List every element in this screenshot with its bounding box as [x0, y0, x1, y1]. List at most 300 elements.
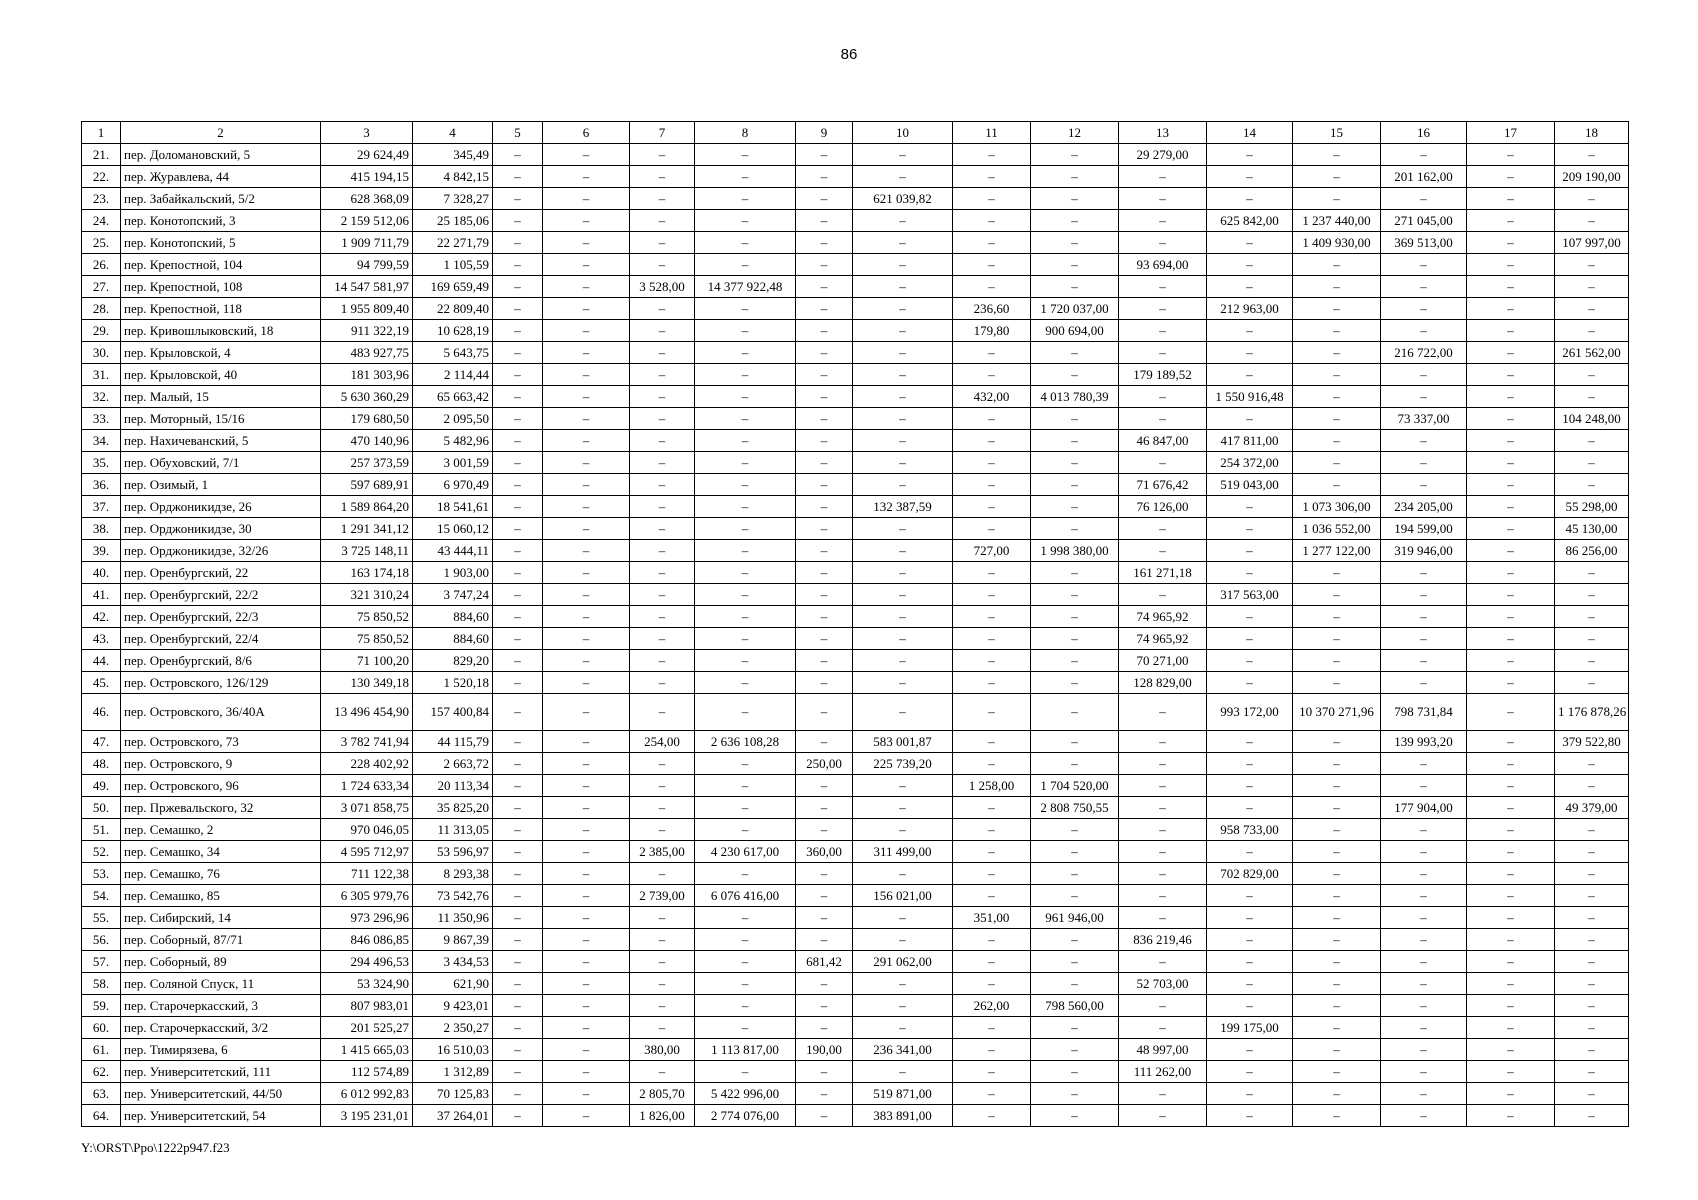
- amount-cell: –: [796, 540, 853, 562]
- amount-cell: 254,00: [630, 731, 695, 753]
- amount-cell: –: [796, 430, 853, 452]
- amount-cell: –: [543, 753, 630, 775]
- amount-cell: –: [796, 254, 853, 276]
- amount-cell: –: [543, 430, 630, 452]
- amount-cell: 236,60: [953, 298, 1031, 320]
- amount-cell: –: [543, 364, 630, 386]
- amount-cell: –: [796, 995, 853, 1017]
- amount-cell: –: [1119, 518, 1207, 540]
- amount-cell: –: [853, 797, 953, 819]
- amount-cell: –: [1293, 1061, 1381, 1083]
- amount-cell: –: [493, 562, 543, 584]
- amount-cell: –: [1555, 430, 1629, 452]
- amount-cell: –: [1293, 628, 1381, 650]
- row-number-cell: 55.: [82, 907, 121, 929]
- amount-cell: –: [796, 929, 853, 951]
- amount-cell: –: [630, 342, 695, 364]
- address-cell: пер. Островского, 9: [121, 753, 321, 775]
- address-cell: пер. Университетский, 111: [121, 1061, 321, 1083]
- amount-cell: –: [1555, 320, 1629, 342]
- table-row: [82, 144, 1629, 166]
- amount-cell: –: [1381, 973, 1467, 995]
- amount-cell: –: [493, 797, 543, 819]
- amount-cell: –: [1293, 386, 1381, 408]
- file-path-footer: Y:\ORST\Ppo\1222p947.f23: [81, 1140, 230, 1155]
- table-row: [82, 562, 1629, 584]
- amount-cell: 71 676,42: [1119, 474, 1207, 496]
- amount-cell: 43 444,11: [413, 540, 493, 562]
- amount-cell: 1 998 380,00: [1031, 540, 1119, 562]
- amount-cell: –: [1467, 496, 1555, 518]
- amount-cell: –: [695, 775, 796, 797]
- amount-cell: –: [543, 951, 630, 973]
- row-number-cell: 30.: [82, 342, 121, 364]
- amount-cell: 75 850,52: [321, 606, 413, 628]
- amount-cell: –: [1467, 753, 1555, 775]
- row-number-cell: 57.: [82, 951, 121, 973]
- table-row: [82, 753, 1629, 775]
- amount-cell: –: [630, 188, 695, 210]
- amount-cell: –: [1207, 342, 1293, 364]
- amount-cell: 94 799,59: [321, 254, 413, 276]
- amount-cell: 18 541,61: [413, 496, 493, 518]
- amount-cell: –: [543, 929, 630, 951]
- amount-cell: –: [493, 650, 543, 672]
- amount-cell: –: [695, 951, 796, 973]
- amount-cell: 317 563,00: [1207, 584, 1293, 606]
- address-cell: пер. Семашко, 85: [121, 885, 321, 907]
- amount-cell: –: [1293, 166, 1381, 188]
- amount-cell: 3 071 858,75: [321, 797, 413, 819]
- table-row: [82, 606, 1629, 628]
- amount-cell: –: [630, 951, 695, 973]
- amount-cell: 163 174,18: [321, 562, 413, 584]
- table-header-row: [82, 122, 1629, 144]
- amount-cell: 1 176 878,26: [1555, 694, 1629, 731]
- row-number-cell: 39.: [82, 540, 121, 562]
- address-cell: пер. Семашко, 34: [121, 841, 321, 863]
- amount-cell: –: [1555, 1039, 1629, 1061]
- amount-cell: –: [695, 452, 796, 474]
- amount-cell: –: [1381, 320, 1467, 342]
- amount-cell: –: [1119, 232, 1207, 254]
- amount-cell: –: [1467, 320, 1555, 342]
- amount-cell: –: [1381, 819, 1467, 841]
- amount-cell: 8 293,38: [413, 863, 493, 885]
- address-cell: пер. Крыловской, 40: [121, 364, 321, 386]
- amount-cell: –: [493, 863, 543, 885]
- amount-cell: –: [1381, 1039, 1467, 1061]
- amount-cell: –: [630, 973, 695, 995]
- amount-cell: –: [630, 929, 695, 951]
- amount-cell: –: [493, 452, 543, 474]
- amount-cell: –: [1293, 907, 1381, 929]
- amount-cell: 846 086,85: [321, 929, 413, 951]
- amount-cell: –: [796, 628, 853, 650]
- amount-cell: –: [796, 1017, 853, 1039]
- amount-cell: –: [953, 929, 1031, 951]
- amount-cell: –: [543, 628, 630, 650]
- amount-cell: –: [493, 885, 543, 907]
- amount-cell: –: [1381, 775, 1467, 797]
- amount-cell: 2 385,00: [630, 841, 695, 863]
- amount-cell: –: [953, 841, 1031, 863]
- amount-cell: –: [543, 1061, 630, 1083]
- amount-cell: –: [953, 452, 1031, 474]
- amount-cell: 11 313,05: [413, 819, 493, 841]
- amount-cell: 13 496 454,90: [321, 694, 413, 731]
- amount-cell: –: [543, 408, 630, 430]
- amount-cell: –: [796, 775, 853, 797]
- amount-cell: 6 012 992,83: [321, 1083, 413, 1105]
- amount-cell: –: [953, 885, 1031, 907]
- amount-cell: –: [1293, 731, 1381, 753]
- row-number-cell: 59.: [82, 995, 121, 1017]
- amount-cell: –: [543, 863, 630, 885]
- amount-cell: 271 045,00: [1381, 210, 1467, 232]
- amount-cell: 74 965,92: [1119, 606, 1207, 628]
- amount-cell: 383 891,00: [853, 1105, 953, 1127]
- amount-cell: 1 113 817,00: [695, 1039, 796, 1061]
- amount-cell: –: [1031, 1083, 1119, 1105]
- amount-cell: 177 904,00: [1381, 797, 1467, 819]
- row-number-cell: 58.: [82, 973, 121, 995]
- amount-cell: –: [543, 907, 630, 929]
- amount-cell: 190,00: [796, 1039, 853, 1061]
- amount-cell: –: [1207, 1039, 1293, 1061]
- amount-cell: –: [1207, 408, 1293, 430]
- amount-cell: –: [630, 254, 695, 276]
- amount-cell: –: [796, 386, 853, 408]
- amount-cell: –: [493, 210, 543, 232]
- amount-cell: –: [543, 144, 630, 166]
- row-number-cell: 21.: [82, 144, 121, 166]
- amount-cell: 415 194,15: [321, 166, 413, 188]
- amount-cell: –: [1381, 863, 1467, 885]
- amount-cell: –: [695, 1061, 796, 1083]
- address-cell: пер. Конотопский, 3: [121, 210, 321, 232]
- amount-cell: –: [1293, 1039, 1381, 1061]
- amount-cell: –: [695, 144, 796, 166]
- amount-cell: 321 310,24: [321, 584, 413, 606]
- amount-cell: 261 562,00: [1555, 342, 1629, 364]
- row-number-cell: 34.: [82, 430, 121, 452]
- amount-cell: –: [1467, 672, 1555, 694]
- amount-cell: –: [630, 694, 695, 731]
- column-header: 2: [121, 122, 321, 144]
- amount-cell: –: [953, 518, 1031, 540]
- amount-cell: –: [1031, 276, 1119, 298]
- amount-cell: 157 400,84: [413, 694, 493, 731]
- amount-cell: –: [1293, 973, 1381, 995]
- amount-cell: –: [796, 797, 853, 819]
- amount-cell: –: [1031, 254, 1119, 276]
- amount-cell: –: [493, 694, 543, 731]
- amount-cell: –: [853, 1061, 953, 1083]
- amount-cell: –: [1293, 1083, 1381, 1105]
- amount-cell: –: [1555, 188, 1629, 210]
- amount-cell: –: [953, 584, 1031, 606]
- amount-cell: 3 725 148,11: [321, 540, 413, 562]
- amount-cell: –: [1467, 232, 1555, 254]
- amount-cell: –: [853, 474, 953, 496]
- amount-cell: 4 595 712,97: [321, 841, 413, 863]
- amount-cell: –: [493, 973, 543, 995]
- amount-cell: –: [543, 298, 630, 320]
- amount-cell: 75 850,52: [321, 628, 413, 650]
- address-cell: пер. Кривошлыковский, 18: [121, 320, 321, 342]
- address-cell: пер. Оренбургский, 22/3: [121, 606, 321, 628]
- amount-cell: 201 525,27: [321, 1017, 413, 1039]
- amount-cell: –: [1381, 929, 1467, 951]
- amount-cell: –: [796, 166, 853, 188]
- row-number-cell: 60.: [82, 1017, 121, 1039]
- amount-cell: –: [1467, 628, 1555, 650]
- amount-cell: –: [853, 408, 953, 430]
- amount-cell: –: [630, 562, 695, 584]
- amount-cell: 583 001,87: [853, 731, 953, 753]
- amount-cell: –: [1119, 694, 1207, 731]
- amount-cell: 291 062,00: [853, 951, 953, 973]
- column-header: 18: [1555, 122, 1629, 144]
- amount-cell: 5 422 996,00: [695, 1083, 796, 1105]
- amount-cell: –: [1555, 210, 1629, 232]
- amount-cell: 20 113,34: [413, 775, 493, 797]
- amount-cell: –: [1467, 1105, 1555, 1127]
- amount-cell: 1 909 711,79: [321, 232, 413, 254]
- table-row: [82, 650, 1629, 672]
- amount-cell: –: [543, 452, 630, 474]
- row-number-cell: 54.: [82, 885, 121, 907]
- amount-cell: –: [853, 775, 953, 797]
- amount-cell: –: [630, 1017, 695, 1039]
- address-cell: пер. Крепостной, 118: [121, 298, 321, 320]
- amount-cell: –: [1381, 474, 1467, 496]
- amount-cell: –: [1031, 650, 1119, 672]
- amount-cell: –: [796, 1083, 853, 1105]
- amount-cell: –: [1119, 797, 1207, 819]
- amount-cell: –: [1555, 973, 1629, 995]
- amount-cell: 71 100,20: [321, 650, 413, 672]
- amount-cell: –: [796, 342, 853, 364]
- amount-cell: –: [543, 188, 630, 210]
- amount-cell: –: [1207, 628, 1293, 650]
- amount-cell: 1 903,00: [413, 562, 493, 584]
- amount-cell: 14 547 581,97: [321, 276, 413, 298]
- amount-cell: –: [493, 320, 543, 342]
- amount-cell: –: [853, 320, 953, 342]
- amount-cell: 621 039,82: [853, 188, 953, 210]
- row-number-cell: 49.: [82, 775, 121, 797]
- amount-cell: –: [1031, 166, 1119, 188]
- amount-cell: –: [493, 342, 543, 364]
- amount-cell: 16 510,03: [413, 1039, 493, 1061]
- amount-cell: 2 739,00: [630, 885, 695, 907]
- amount-cell: 884,60: [413, 628, 493, 650]
- amount-cell: –: [543, 166, 630, 188]
- amount-cell: –: [1293, 672, 1381, 694]
- amount-cell: 3 001,59: [413, 452, 493, 474]
- amount-cell: 2 350,27: [413, 1017, 493, 1039]
- address-cell: пер. Оренбургский, 8/6: [121, 650, 321, 672]
- amount-cell: 1 073 306,00: [1293, 496, 1381, 518]
- amount-cell: 48 997,00: [1119, 1039, 1207, 1061]
- column-header: 8: [695, 122, 796, 144]
- amount-cell: 209 190,00: [1555, 166, 1629, 188]
- amount-cell: –: [543, 320, 630, 342]
- amount-cell: –: [1467, 298, 1555, 320]
- amount-cell: –: [1119, 584, 1207, 606]
- amount-cell: –: [695, 584, 796, 606]
- amount-cell: 621,90: [413, 973, 493, 995]
- amount-cell: –: [1293, 775, 1381, 797]
- amount-cell: –: [1381, 672, 1467, 694]
- amount-cell: –: [1555, 1083, 1629, 1105]
- amount-cell: –: [796, 819, 853, 841]
- amount-cell: –: [1381, 650, 1467, 672]
- amount-cell: 5 630 360,29: [321, 386, 413, 408]
- amount-cell: –: [1119, 298, 1207, 320]
- row-number-cell: 61.: [82, 1039, 121, 1061]
- amount-cell: –: [1381, 1083, 1467, 1105]
- row-number-cell: 37.: [82, 496, 121, 518]
- amount-cell: –: [630, 628, 695, 650]
- address-cell: пер. Журавлева, 44: [121, 166, 321, 188]
- amount-cell: –: [1555, 1061, 1629, 1083]
- amount-cell: –: [1207, 1105, 1293, 1127]
- amount-cell: 1 277 122,00: [1293, 540, 1381, 562]
- amount-cell: –: [1381, 254, 1467, 276]
- amount-cell: –: [1031, 364, 1119, 386]
- amount-cell: –: [853, 254, 953, 276]
- amount-cell: 107 997,00: [1555, 232, 1629, 254]
- amount-cell: –: [1555, 907, 1629, 929]
- table-row: [82, 775, 1629, 797]
- amount-cell: 294 496,53: [321, 951, 413, 973]
- amount-cell: –: [1467, 694, 1555, 731]
- amount-cell: –: [1031, 606, 1119, 628]
- amount-cell: –: [853, 540, 953, 562]
- amount-cell: 1 237 440,00: [1293, 210, 1381, 232]
- amount-cell: 360,00: [796, 841, 853, 863]
- amount-cell: 130 349,18: [321, 672, 413, 694]
- amount-cell: –: [1555, 584, 1629, 606]
- amount-cell: –: [1381, 1105, 1467, 1127]
- amount-cell: 44 115,79: [413, 731, 493, 753]
- table-row: [82, 951, 1629, 973]
- amount-cell: –: [543, 496, 630, 518]
- amount-cell: 993 172,00: [1207, 694, 1293, 731]
- amount-cell: –: [1031, 1017, 1119, 1039]
- amount-cell: –: [853, 364, 953, 386]
- amount-cell: –: [1293, 562, 1381, 584]
- amount-cell: 10 370 271,96: [1293, 694, 1381, 731]
- column-header: 12: [1031, 122, 1119, 144]
- amount-cell: –: [695, 628, 796, 650]
- amount-cell: 15 060,12: [413, 518, 493, 540]
- amount-cell: 311 499,00: [853, 841, 953, 863]
- amount-cell: –: [953, 342, 1031, 364]
- amount-cell: –: [493, 298, 543, 320]
- address-cell: пер. Крепостной, 104: [121, 254, 321, 276]
- row-number-cell: 63.: [82, 1083, 121, 1105]
- address-cell: пер. Оренбургский, 22/2: [121, 584, 321, 606]
- amount-cell: 2 808 750,55: [1031, 797, 1119, 819]
- amount-cell: –: [630, 144, 695, 166]
- amount-cell: –: [1467, 929, 1555, 951]
- amount-cell: 519 043,00: [1207, 474, 1293, 496]
- amount-cell: –: [493, 188, 543, 210]
- amount-cell: –: [493, 540, 543, 562]
- amount-cell: 6 970,49: [413, 474, 493, 496]
- amount-cell: –: [796, 518, 853, 540]
- amount-cell: –: [630, 452, 695, 474]
- amount-cell: –: [493, 628, 543, 650]
- amount-cell: –: [1293, 188, 1381, 210]
- amount-cell: –: [1119, 210, 1207, 232]
- amount-cell: –: [1119, 753, 1207, 775]
- amount-cell: –: [1031, 841, 1119, 863]
- amount-cell: –: [1555, 753, 1629, 775]
- row-number-cell: 48.: [82, 753, 121, 775]
- amount-cell: –: [1555, 672, 1629, 694]
- amount-cell: –: [1555, 144, 1629, 166]
- amount-cell: –: [1381, 430, 1467, 452]
- table-row: [82, 841, 1629, 863]
- amount-cell: –: [853, 819, 953, 841]
- amount-cell: 212 963,00: [1207, 298, 1293, 320]
- amount-cell: –: [1031, 1105, 1119, 1127]
- amount-cell: 5 643,75: [413, 342, 493, 364]
- amount-cell: 1 520,18: [413, 672, 493, 694]
- amount-cell: –: [796, 298, 853, 320]
- amount-cell: –: [1467, 973, 1555, 995]
- amount-cell: –: [1207, 1083, 1293, 1105]
- amount-cell: 4 230 617,00: [695, 841, 796, 863]
- amount-cell: –: [1119, 885, 1207, 907]
- amount-cell: 49 379,00: [1555, 797, 1629, 819]
- address-cell: пер. Орджоникидзе, 30: [121, 518, 321, 540]
- amount-cell: –: [1119, 408, 1207, 430]
- amount-cell: 9 867,39: [413, 929, 493, 951]
- amount-cell: 1 826,00: [630, 1105, 695, 1127]
- amount-cell: 10 628,19: [413, 320, 493, 342]
- amount-cell: –: [695, 210, 796, 232]
- amount-cell: –: [630, 606, 695, 628]
- amount-cell: –: [1467, 819, 1555, 841]
- amount-cell: –: [953, 1017, 1031, 1039]
- row-number-cell: 24.: [82, 210, 121, 232]
- amount-cell: –: [1207, 907, 1293, 929]
- amount-cell: 76 126,00: [1119, 496, 1207, 518]
- amount-cell: 3 782 741,94: [321, 731, 413, 753]
- table-row: [82, 408, 1629, 430]
- amount-cell: –: [695, 929, 796, 951]
- amount-cell: 234 205,00: [1381, 496, 1467, 518]
- amount-cell: –: [1555, 863, 1629, 885]
- amount-cell: 55 298,00: [1555, 496, 1629, 518]
- row-number-cell: 36.: [82, 474, 121, 496]
- amount-cell: –: [1381, 1061, 1467, 1083]
- amount-cell: –: [796, 1105, 853, 1127]
- amount-cell: –: [1293, 885, 1381, 907]
- amount-cell: 1 720 037,00: [1031, 298, 1119, 320]
- amount-cell: –: [1555, 819, 1629, 841]
- amount-cell: –: [1293, 408, 1381, 430]
- row-number-cell: 28.: [82, 298, 121, 320]
- amount-cell: 829,20: [413, 650, 493, 672]
- address-cell: пер. Орджоникидзе, 26: [121, 496, 321, 518]
